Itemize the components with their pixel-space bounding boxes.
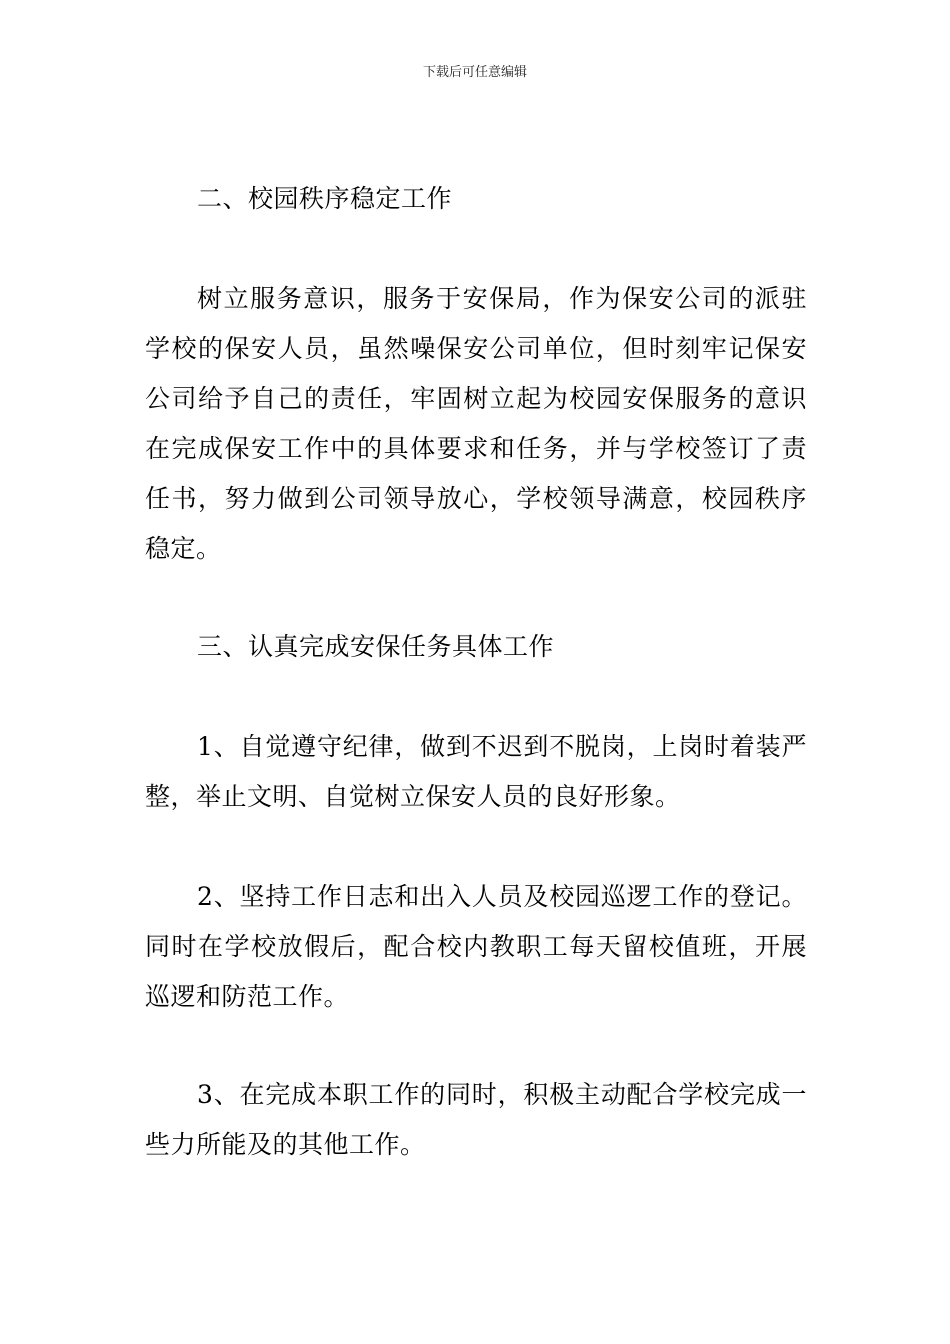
section-heading-security-tasks: 三、认真完成安保任务具体工作 <box>197 632 555 661</box>
list-item-other-work: 3、在完成本职工作的同时，积极主动配合学校完成一些力所能及的其他工作。 <box>145 1080 807 1159</box>
page-header: 下载后可任意编辑 <box>422 65 527 80</box>
paragraph-service-awareness: 树立服务意识，服务于安保局，作为保安公司的派驻学校的保安人员，虽然噪保安公司单位，但时刻牢记保安公司给予自己的责任，牢固树立起为校园安保服务的意识在完成保安工作中的具体要求和任务，并与学校签订了责任书，努力做到公司领导放心，学校领导满意，校园秩序稳定。 <box>145 284 807 563</box>
list-item-discipline: 1、自觉遵守纪律，做到不迟到不脱岗，上岗时着装严整，举止文明、自觉树立保安人员的良好形象。 <box>145 732 807 811</box>
section-heading-campus-order: 二、校园秩序稳定工作 <box>197 184 453 213</box>
list-item-work-log: 2、坚持工作日志和出入人员及校园巡逻工作的登记。同时在学校放假后，配合校内教职工每天留校值班，开展巡逻和防范工作。 <box>145 882 807 1011</box>
